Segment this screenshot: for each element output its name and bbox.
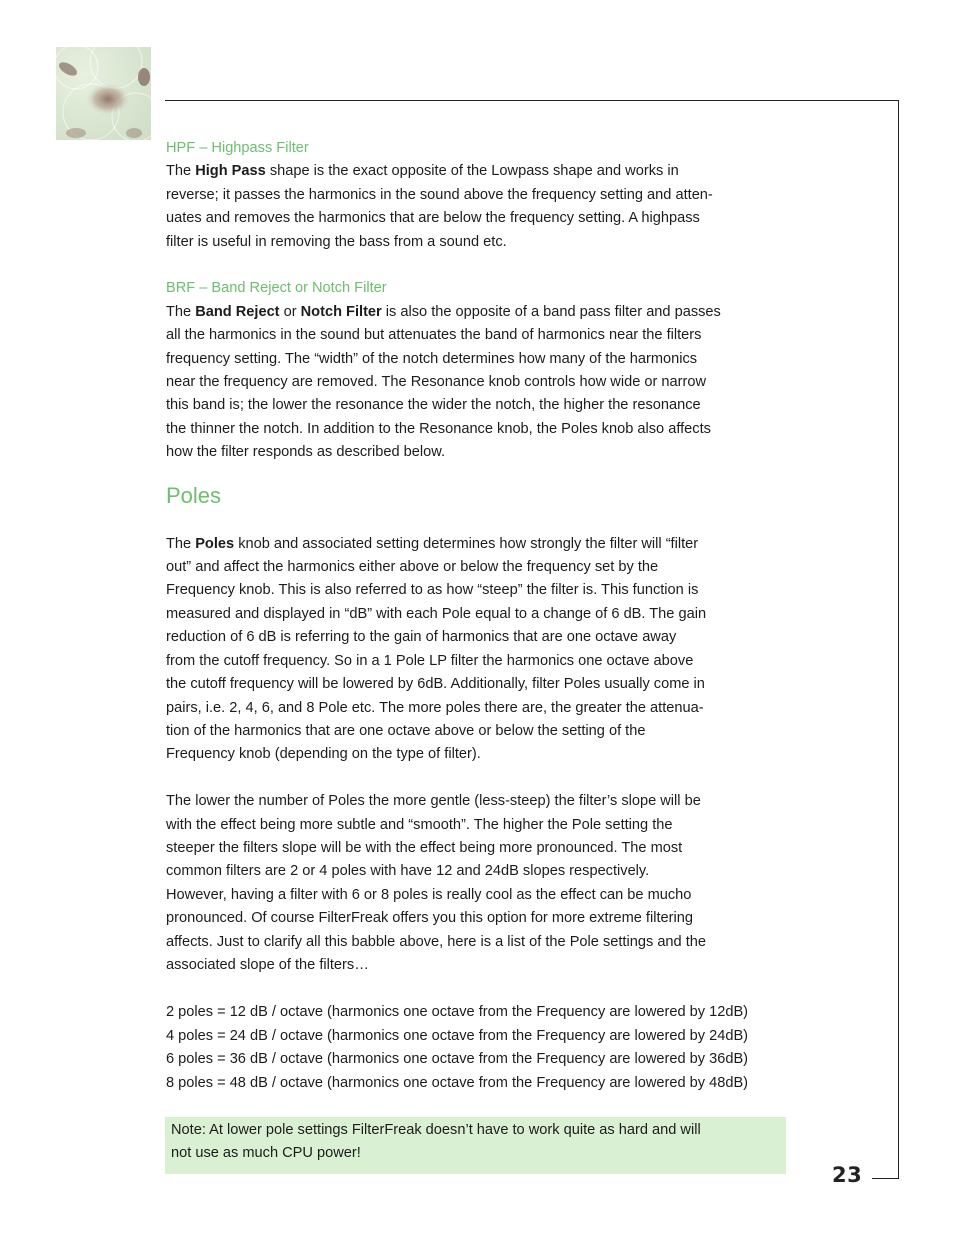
band-reject-term: Band Reject: [195, 303, 280, 320]
brf-paragraph: [166, 301, 826, 465]
poles-text-rest: knob and associated setting determines how strongly the filter will “filter out” and affect the harmonics either above or below the frequency set by the Frequency knob. This is also referred to as how “steep” the filter is. This function is measured and displayed in “dB” with each Pole equal to a change of 6 dB. The gain reduction of 6 dB is referring to the gain of harmonics that are one octave away from the cutoff frequency. So in a 1 Pole LP filter the harmonics one octave above the cutoff frequency will be lowered by 6dB. Additionally, filter Poles usually come in pairs, i.e. 2, 4, 6, and 8 Pole etc. The more poles there are, the greater the attenua- tion of the harmonics that are one octave above or below the setting of the Frequency knob (depending on the type of filter).: [166, 535, 707, 763]
hpf-text-rest: shape is the exact opposite of the Lowpass shape and works in reverse; it passes the harmonics in the sound above the frequency setting and atten- uates and removes the harmonics that are below the frequency setting. A highpass filter is useful in removing the bass from a sound etc.: [166, 163, 713, 250]
notch-filter-term: Notch Filter: [300, 303, 382, 320]
pole-setting-line: 6 poles = 36 dB / octave (harmonics one octave from the Frequency are lowered by 36dB): [166, 1051, 749, 1068]
page-content: [166, 137, 826, 1095]
poles-paragraph-1: [166, 533, 826, 767]
corner-decoration-image: [56, 47, 151, 140]
page-number: 23: [832, 1163, 863, 1187]
pole-setting-line: 4 poles = 24 dB / octave (harmonics one octave from the Frequency are lowered by 24dB): [166, 1027, 749, 1044]
poles-section-title: Poles: [166, 482, 222, 508]
poles-paragraph-2: The lower the number of Poles the more gentle (less-steep) the filter’s slope will be with the effect being more subtle and “smooth”. The higher the Pole setting the steeper the filters slope will be with the effect being more pronounced. The most common filters are 2 or 4 poles with have 12 and 24dB slopes respectively. However, having a filter with 6 or 8 poles is really cool as the effect can be mucho pronounced. Of course FilterFreak offers you this option for more extreme filtering affects. Just to clarify all this babble above, here is a list of the Pole settings and the associated slope of the filters…: [166, 793, 707, 973]
frame-top-rule: [165, 100, 899, 101]
hpf-text-start: The: [166, 163, 196, 180]
brf-heading: BRF – Band Reject or Notch Filter: [166, 280, 387, 297]
frame-right-rule: [898, 100, 899, 1179]
note-box: Note: At lower pole settings FilterFreak doesn’t have to work quite as hard and will not use as much CPU power!: [165, 1117, 786, 1174]
hpf-paragraph: [166, 160, 826, 254]
pole-setting-line: 8 poles = 48 dB / octave (harmonics one octave from the Frequency are lowered by 48dB): [166, 1074, 749, 1091]
poles-term: Poles: [195, 535, 235, 552]
brf-text-rest: is also the opposite of a band pass filter and passes all the harmonics in the sound but attenuates the band of harmonics near the filters frequency setting. The “width” of the notch determines how many of the harmonics near the frequency are removed. The Resonance knob controls how wide or narrow this band is; the lower the resonance the wider the notch, the higher the resonance the thinner the notch. In addition to the Resonance knob, the Poles knob also affects how the filter responds as described below.: [166, 303, 721, 461]
high-pass-term: High Pass: [195, 163, 266, 180]
brf-text-start: The: [166, 303, 196, 320]
frame-bottom-rule: [872, 1178, 899, 1179]
hpf-heading: HPF – Highpass Filter: [166, 140, 309, 156]
pole-setting-line: 2 poles = 12 dB / octave (harmonics one octave from the Frequency are lowered by 12dB): [166, 1004, 749, 1021]
brf-text-or: or: [279, 303, 301, 320]
poles-text-start: The: [166, 535, 196, 552]
